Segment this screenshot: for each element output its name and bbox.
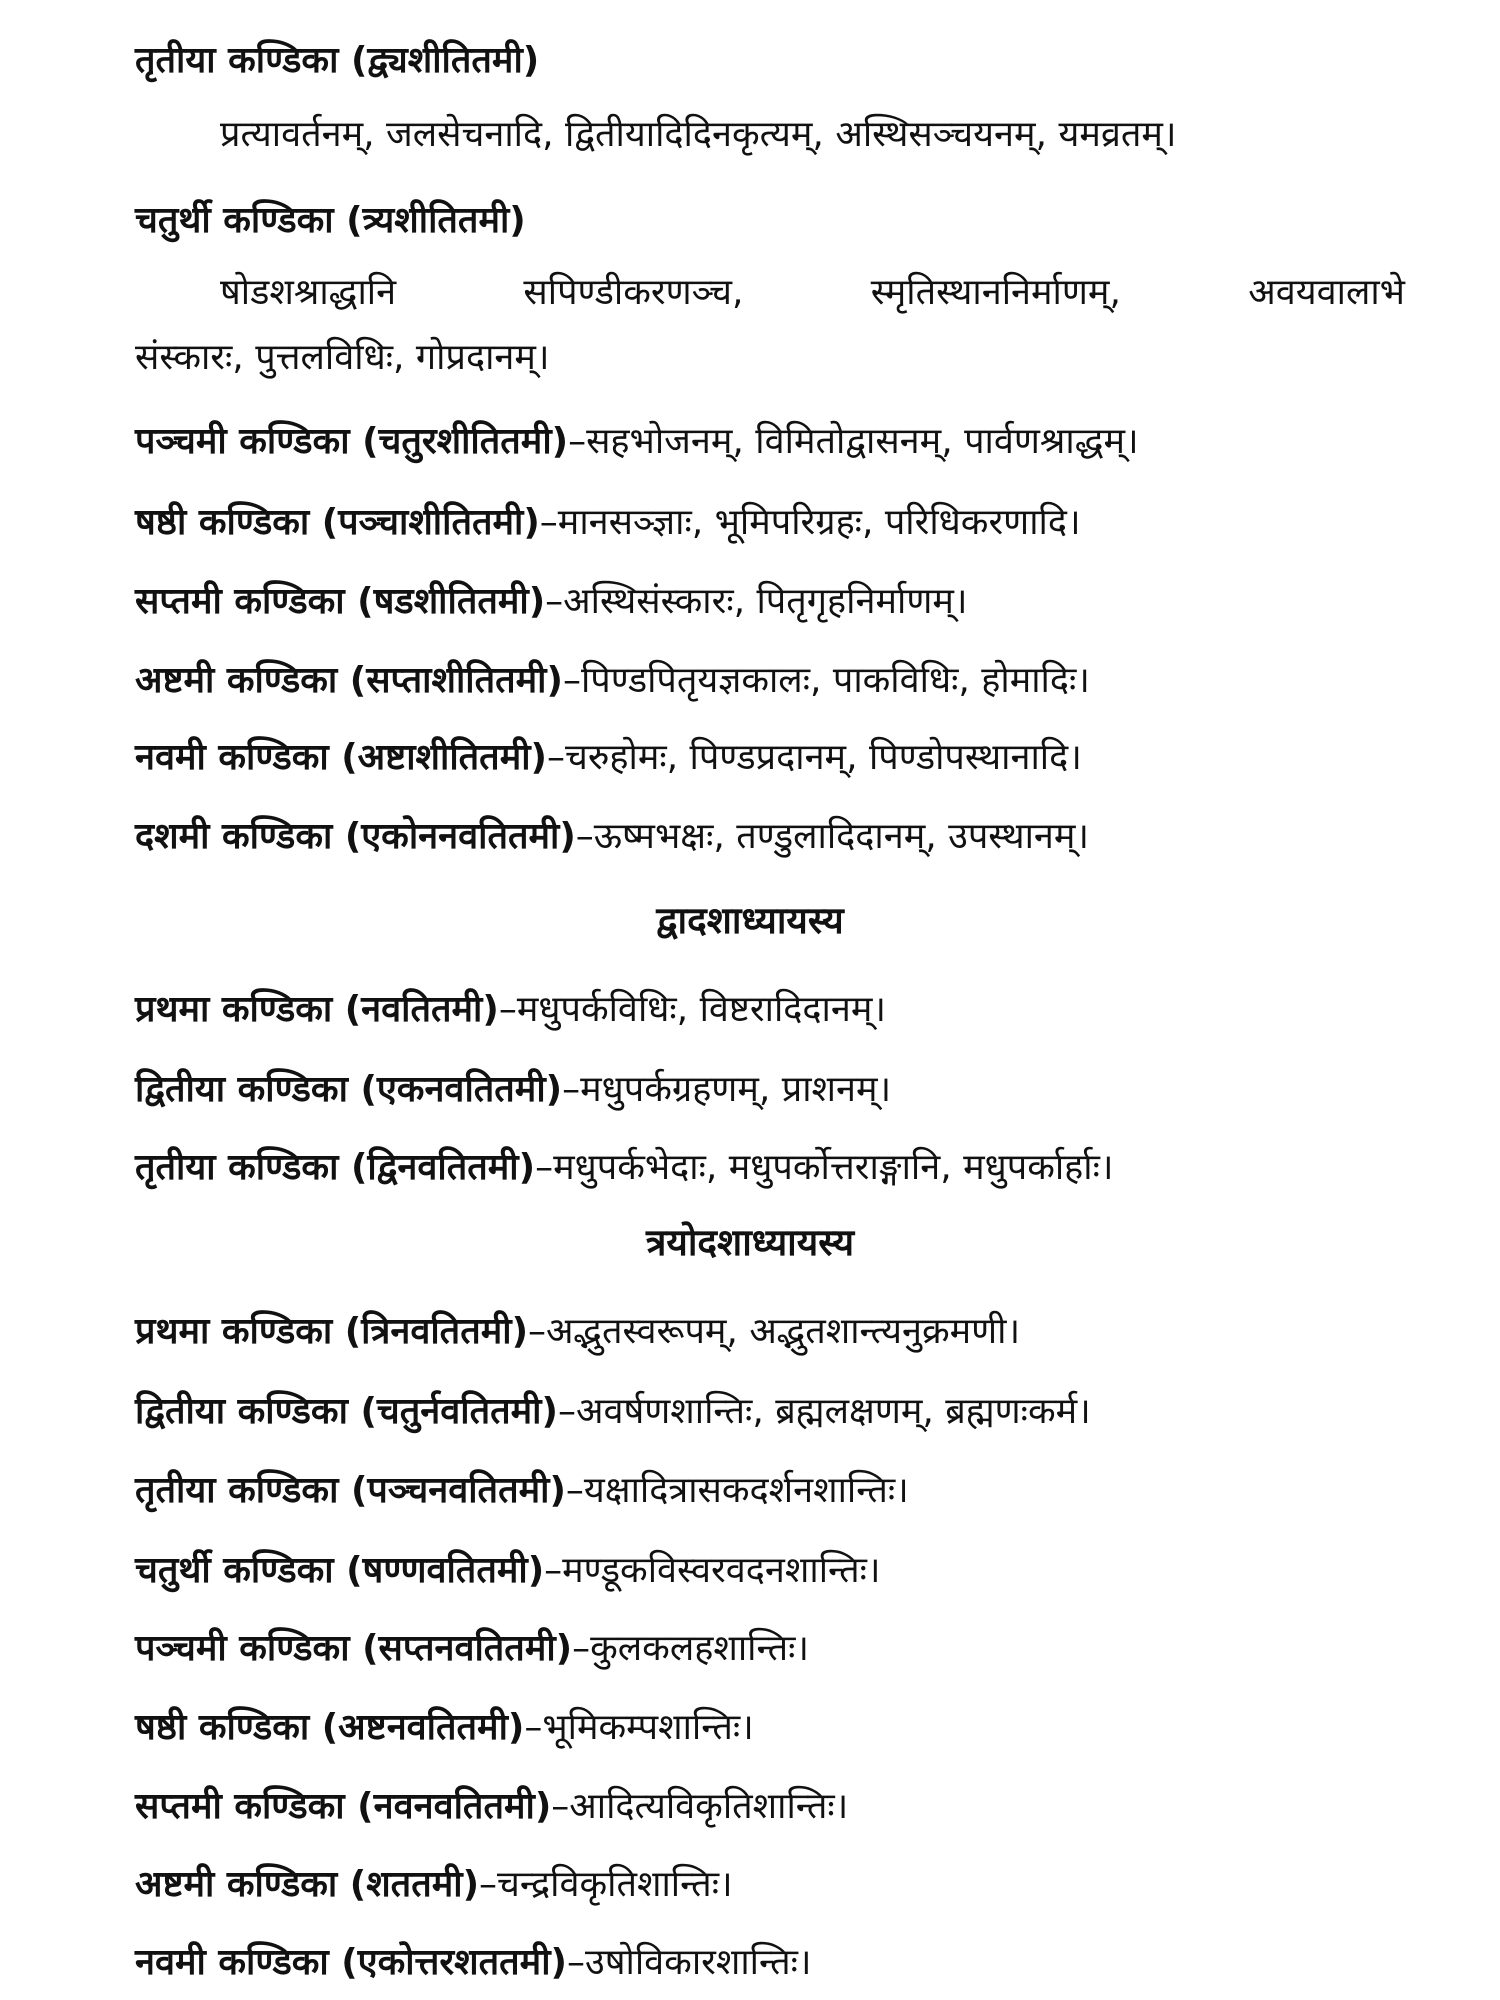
kandika-description: –आदित्यविकृतिशान्तिः। bbox=[551, 1786, 849, 1827]
chapter-heading-12: द्वादशाध्यायस्य bbox=[656, 899, 844, 942]
kandika-title: अष्टमी कण्डिका (शततमी) bbox=[135, 1864, 480, 1905]
kandika-title: षष्ठी कण्डिका (अष्टनवतितमी) bbox=[135, 1707, 525, 1748]
kandika-description: –चरुहोमः, पिण्डप्रदानम्, पिण्डोपस्थानादि। bbox=[547, 737, 1082, 778]
kandika-title: प्रथमा कण्डिका (त्रिनवतितमी) bbox=[135, 1311, 529, 1352]
kandika-entry bbox=[135, 1782, 1405, 1832]
kandika-title: पञ्चमी कण्डिका (चतुरशीतितमी) bbox=[135, 421, 569, 462]
kandika-entry bbox=[135, 417, 1405, 467]
kandika-entry bbox=[135, 1143, 1405, 1193]
kandika-title: तृतीया कण्डिका (द्विनवतितमी) bbox=[135, 1147, 536, 1188]
kandika-entry bbox=[135, 1703, 1405, 1753]
kandika-title: सप्तमी कण्डिका (षडशीतितमी) bbox=[135, 581, 546, 622]
kandika-entry bbox=[135, 1387, 1405, 1437]
kandika-entry bbox=[135, 985, 1405, 1035]
kandika-title: अष्टमी कण्डिका (सप्ताशीतितमी) bbox=[135, 660, 563, 701]
kandika-description: –पिण्डपितृयज्ञकालः, पाकविधिः, होमादिः। bbox=[562, 660, 1090, 701]
kandika-title: दशमी कण्डिका (एकोननवतितमी) bbox=[135, 816, 576, 857]
kandika-title: नवमी कण्डिका (एकोत्तरशततमी) bbox=[135, 1942, 567, 1983]
kandika-description: –भूमिकम्पशान्तिः। bbox=[524, 1707, 754, 1748]
kandika-description: –चन्द्रविकृतिशान्तिः। bbox=[479, 1864, 733, 1905]
kandika-entry bbox=[135, 1860, 1405, 1910]
kandika-title: चतुर्थी कण्डिका (षण्णवतितमी) bbox=[135, 1550, 545, 1591]
kandika-description: –मधुपर्कविधिः, विष्टरादिदानम्। bbox=[498, 989, 887, 1030]
kandika-entry bbox=[135, 1466, 1405, 1516]
kandika-entry bbox=[135, 498, 1405, 548]
kandika-description: –अस्थिसंस्कारः, पितृगृहनिर्माणम्। bbox=[545, 581, 968, 622]
kandika-entry bbox=[135, 1065, 1405, 1115]
kandika-description: –कुलकलहशान्तिः। bbox=[572, 1628, 810, 1669]
kandika-title: द्वितीया कण्डिका (चतुर्नवतितमी) bbox=[135, 1391, 558, 1432]
kandika-title: नवमी कण्डिका (अष्टाशीतितमी) bbox=[135, 737, 547, 778]
kandika-description: षोडशश्राद्धानि सपिण्डीकरणञ्च, स्मृतिस्थाननिर्माणम्, अवयवालाभे bbox=[220, 272, 1405, 313]
kandika-description: –मधुपर्कग्रहणम्, प्राशनम्। bbox=[562, 1069, 892, 1110]
kandika-title: पञ्चमी कण्डिका (सप्तनवतितमी) bbox=[135, 1628, 573, 1669]
kandika-title: षष्ठी कण्डिका (पञ्चाशीतितमी) bbox=[135, 502, 540, 543]
kandika-description: –मधुपर्कभेदाः, मधुपर्कोत्तराङ्गानि, मधुपर्कार्हाः। bbox=[535, 1147, 1114, 1188]
kandika-entry bbox=[135, 577, 1405, 627]
kandika-title: सप्तमी कण्डिका (नवनवतितमी) bbox=[135, 1786, 552, 1827]
kandika-description-continued: संस्कारः, पुत्तलविधिः, गोप्रदानम्। bbox=[135, 337, 550, 378]
kandika-description: –उषोविकारशान्तिः। bbox=[566, 1942, 812, 1983]
kandika-heading: तृतीया कण्डिका (द्व्यशीतितमी) bbox=[135, 40, 540, 81]
kandika-entry bbox=[135, 1307, 1405, 1357]
kandika-entry bbox=[135, 733, 1405, 783]
kandika-description: –सहभोजनम्, विमितोद्वासनम्, पार्वणश्राद्धम्। bbox=[568, 421, 1139, 462]
kandika-description: –यक्षादित्रासकदर्शनशान्तिः। bbox=[565, 1470, 909, 1511]
chapter-heading-13: त्रयोदशाध्यायस्य bbox=[645, 1221, 855, 1264]
kandika-description: –ऊष्मभक्षः, तण्डुलादिदानम्, उपस्थानम्। bbox=[575, 816, 1090, 857]
kandika-title: प्रथमा कण्डिका (नवतितमी) bbox=[135, 989, 499, 1030]
kandika-description: –मण्डूकविस्वरवदनशान्तिः। bbox=[544, 1550, 881, 1591]
kandika-description: –अद्भुतस्वरूपम्, अद्भुतशान्त्यनुक्रमणी। bbox=[528, 1311, 1021, 1352]
kandika-entry bbox=[135, 812, 1405, 862]
kandika-description: –अवर्षणशान्तिः, ब्रह्मलक्षणम्, ब्रह्मणःकर्म। bbox=[557, 1391, 1091, 1432]
kandika-entry bbox=[135, 1546, 1405, 1596]
kandika-title: द्वितीया कण्डिका (एकनवतितमी) bbox=[135, 1069, 563, 1110]
kandika-description: प्रत्यावर्तनम्, जलसेचनादि, द्वितीयादिदिनकृत्यम्, अस्थिसञ्चयनम्, यमव्रतम्। bbox=[220, 114, 1177, 155]
kandika-title: तृतीया कण्डिका (पञ्चनवतितमी) bbox=[135, 1470, 566, 1511]
kandika-entry bbox=[135, 1624, 1405, 1674]
kandika-entry bbox=[135, 656, 1405, 706]
kandika-description: –मानसञ्ज्ञाः, भूमिपरिग्रहः, परिधिकरणादि। bbox=[539, 502, 1081, 543]
kandika-entry bbox=[135, 1938, 1405, 1988]
kandika-heading: चतुर्थी कण्डिका (त्र्यशीतितमी) bbox=[135, 200, 526, 241]
